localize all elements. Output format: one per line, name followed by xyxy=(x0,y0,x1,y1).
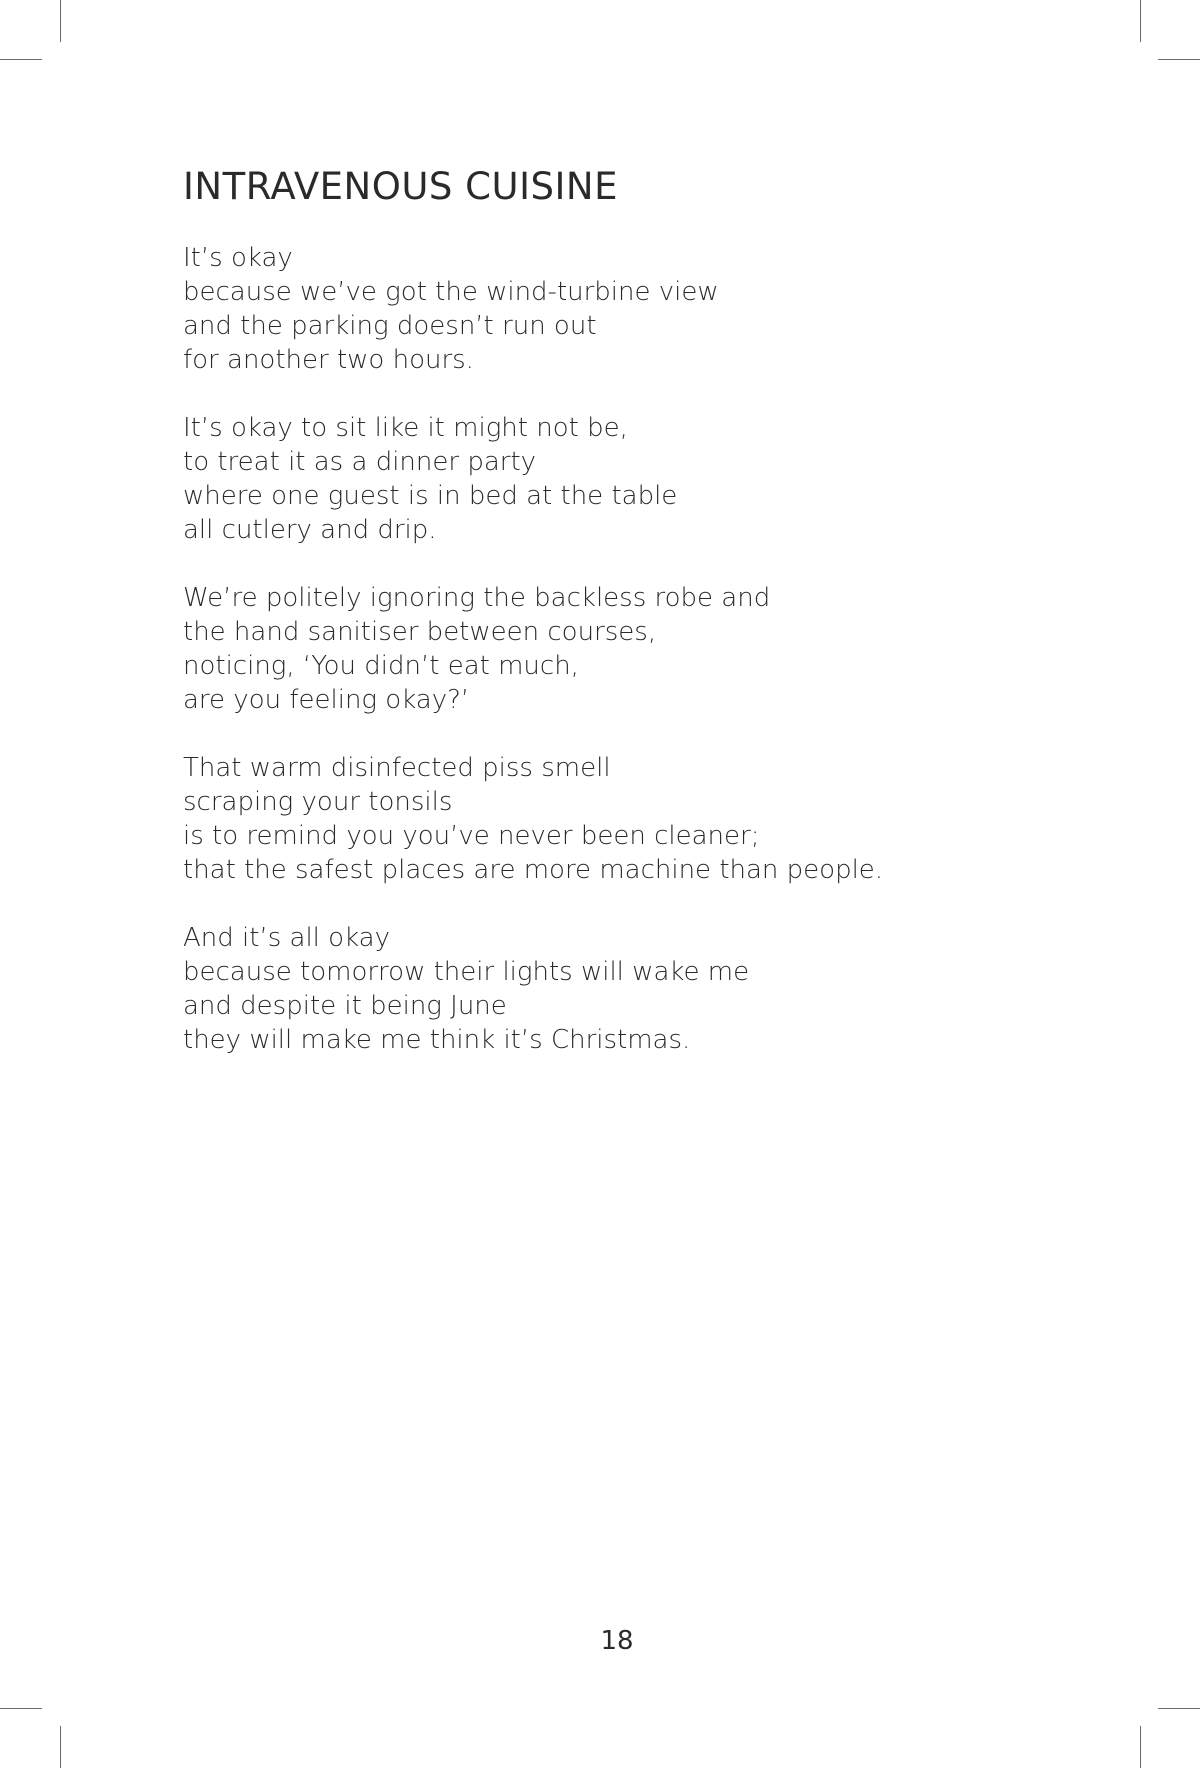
poem-line: where one guest is in bed at the table xyxy=(183,481,678,511)
poem-line: and despite it being June xyxy=(183,991,507,1021)
crop-mark-top-right-horizontal xyxy=(1158,59,1200,60)
poem-line: and the parking doesn’t run out xyxy=(183,311,597,341)
crop-mark-top-right-vertical xyxy=(1140,0,1141,42)
poem-line: all cutlery and drip. xyxy=(183,515,437,545)
poem-line: We’re politely ignoring the backless robe and xyxy=(183,583,771,613)
crop-mark-bottom-right-horizontal xyxy=(1158,1708,1200,1709)
poem-line: are you feeling okay?’ xyxy=(183,685,470,715)
crop-mark-top-left-vertical xyxy=(60,0,61,42)
poem-line: It’s okay xyxy=(183,243,293,273)
poem-body xyxy=(183,241,1083,1091)
poem-line: is to remind you you’ve never been cleaner; xyxy=(183,821,760,851)
stanza xyxy=(183,411,1083,547)
stanza xyxy=(183,751,1083,887)
poem-line: to treat it as a dinner party xyxy=(183,447,537,477)
stanza xyxy=(183,241,1083,377)
poem-line: That warm disinfected piss smell xyxy=(183,753,611,783)
stanza xyxy=(183,921,1083,1057)
poem-line: noticing, ‘You didn’t eat much, xyxy=(183,651,579,681)
poem-line: because tomorrow their lights will wake me xyxy=(183,957,750,987)
poem-title: INTRAVENOUS CUISINE xyxy=(183,165,618,208)
poem-line: the hand sanitiser between courses, xyxy=(183,617,657,647)
crop-mark-top-left-horizontal xyxy=(0,59,42,60)
poem-line: that the safest places are more machine than people. xyxy=(183,855,884,885)
poem-line: because we’ve got the wind-turbine view xyxy=(183,277,719,307)
poem-line: scraping your tonsils xyxy=(183,787,453,817)
poem-line: for another two hours. xyxy=(183,345,474,375)
crop-mark-bottom-left-horizontal xyxy=(0,1708,42,1709)
crop-mark-bottom-left-vertical xyxy=(60,1726,61,1768)
poem-line: they will make me think it’s Christmas. xyxy=(183,1025,691,1055)
crop-mark-bottom-right-vertical xyxy=(1140,1726,1141,1768)
poem-line: It’s okay to sit like it might not be, xyxy=(183,413,628,443)
poem-line: And it’s all okay xyxy=(183,923,390,953)
page-number: 18 xyxy=(600,1626,634,1656)
stanza xyxy=(183,581,1083,717)
